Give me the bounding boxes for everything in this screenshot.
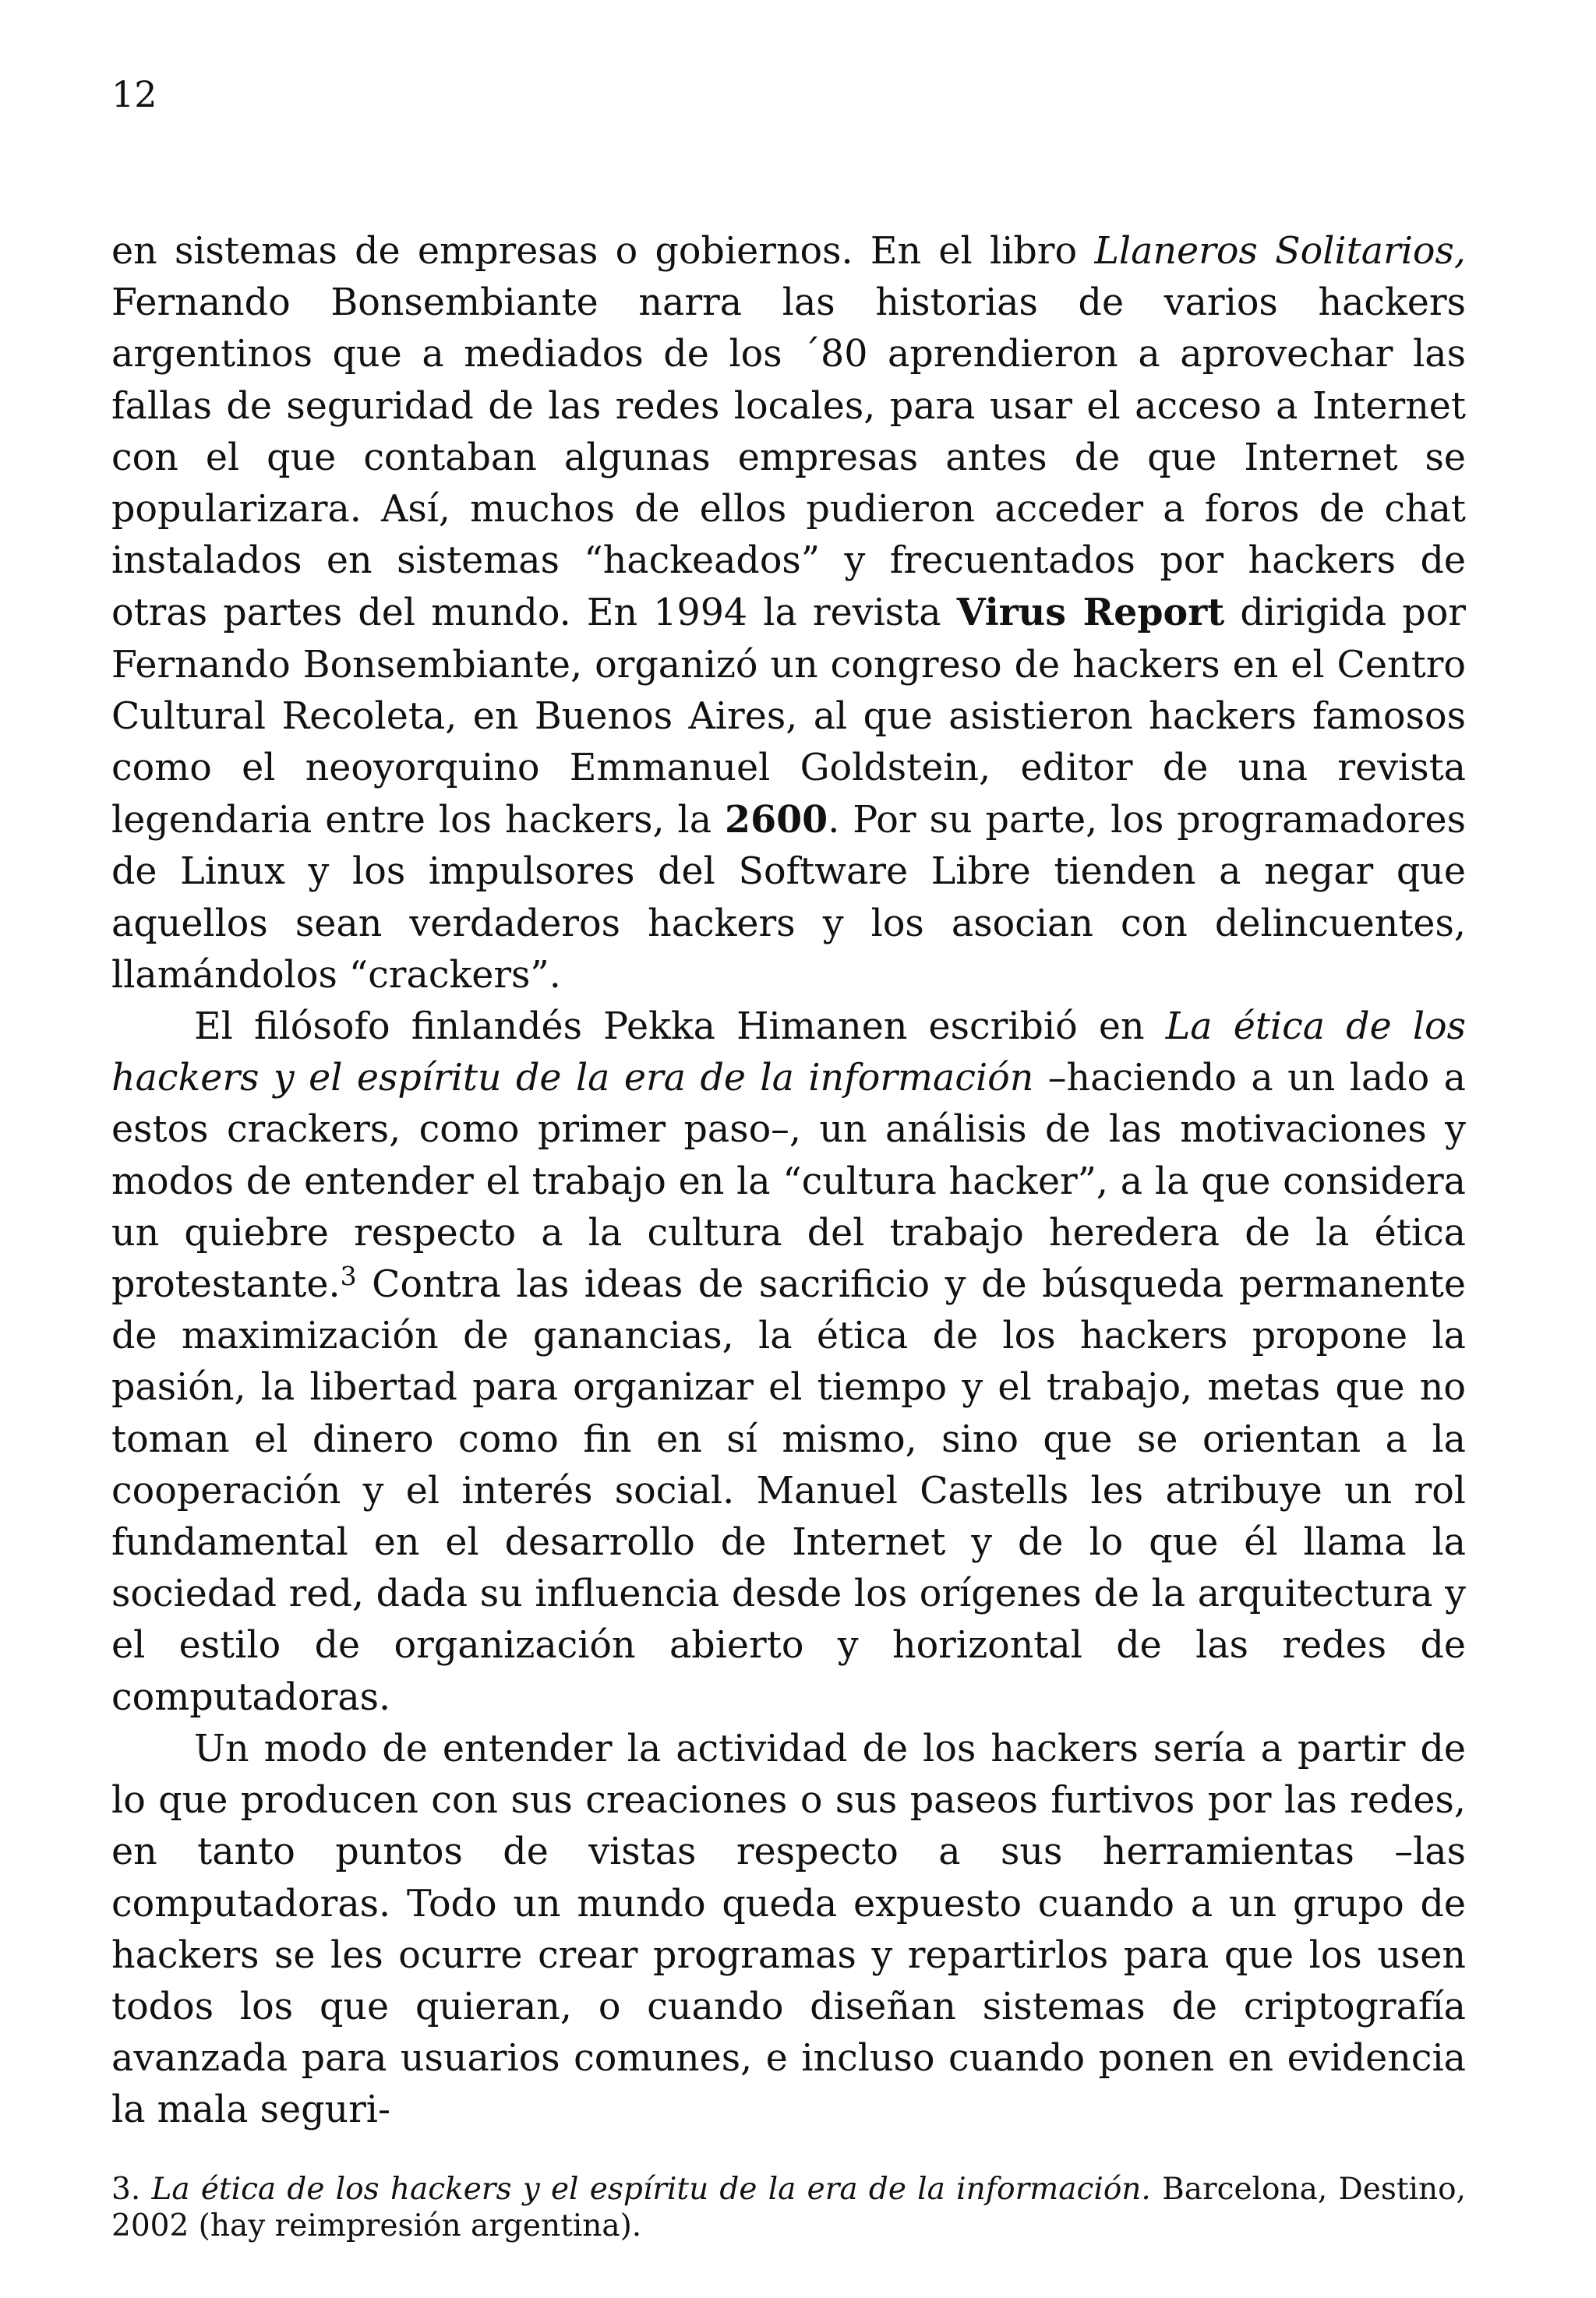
- text-run: . Por su parte, los programadores de Linux y los impulsores del Software Libre tienden a negar que aquellos sean verdaderos hackers y los asocian con delincuentes, llamándolos “crackers”.: [111, 799, 1466, 997]
- book-title-llaneros-solitarios: Llaneros Solitarios,: [1094, 230, 1467, 273]
- footnote-reference: 3: [340, 1261, 357, 1292]
- text-run: dirigida por Fernando Bonsembiante, organizó un congreso de hackers en el Centro Cultural Recoleta, en Buenos Aires, al que asistieron hackers famosos como el neoyorquino Emmanuel Goldstein, editor de una revista legendaria entre los hackers, la: [111, 591, 1466, 842]
- text-run: Contra las ideas de sacrificio y de búsqueda permanente de maximización de ganancias, la ética de los hackers propone la pasión, la libertad para organizar el tiempo y el trabajo, metas que no toman el dinero como fin en sí mismo, sino que se orientan a la cooperación y el interés social. Manuel Castells les atribuye un rol fundamental en el desarrollo de Internet y de lo que él llama la sociedad red, dada su influencia desde los orígenes de la arquitectura y el estilo de organización abierto y horizontal de las redes de computadoras.: [111, 1263, 1466, 1719]
- book-title-etica-hackers: La ética de los hackers y el espíritu de la era de la información: [111, 1005, 1466, 1100]
- magazine-title-2600: 2600: [725, 798, 828, 842]
- paragraph-2: [111, 1001, 1466, 1724]
- body-text: [111, 226, 1466, 2137]
- text-run: –haciendo a un lado a estos crackers, como primer paso–, un análisis de las motivaciones y modos de entender el trabajo en la “cultura hacker”, a la que considera un quiebre respecto a la cultura del trabajo heredera de la ética protestante.: [111, 1057, 1466, 1307]
- text-run: Un modo de entender la actividad de los hackers sería a partir de lo que producen con sus creaciones o sus paseos furtivos por las redes, en tanto puntos de vistas respecto a sus herramientas –las computadoras. Todo un mundo queda expuesto cuando a un grupo de hackers se les ocurre crear programas y repartirlos para que los usen todos los que quieran, o cuando diseñan sistemas de criptografía avanzada para usuarios comunes, e incluso cuando ponen en evidencia la mala seguri-: [111, 1727, 1466, 2132]
- text-run: El filósofo finlandés Pekka Himanen escribió en: [194, 1005, 1166, 1049]
- text-run: en sistemas de empresas o gobiernos. En el libro: [111, 230, 1095, 273]
- footnote: [111, 2171, 1466, 2244]
- footnote-book-title: La ética de los hackers y el espíritu de la era de la información.: [151, 2172, 1151, 2207]
- magazine-title-virus-report: Virus Report: [956, 591, 1225, 635]
- paragraph-1: [111, 226, 1466, 1001]
- text-run: Fernando Bonsembiante narra las historias de varios hackers argentinos que a mediados de los ´80 aprendieron a aprovechar las fallas de seguridad de las redes locales, para usar el acceso a Internet con el que contaban algunas empresas antes de que Internet se popularizara. Así, muchos de ellos pudieron acceder a foros de chat instalados en sistemas “hackeados” y frecuentados por hackers de otras partes del mundo. En 1994 la revista: [111, 281, 1466, 635]
- footnote-text: Barcelona, Destino, 2002 (hay reimpresión argentina).: [111, 2172, 1466, 2243]
- page-number: 12: [111, 73, 157, 115]
- paragraph-3: [111, 1724, 1466, 2137]
- footnote-number: 3.: [111, 2172, 152, 2207]
